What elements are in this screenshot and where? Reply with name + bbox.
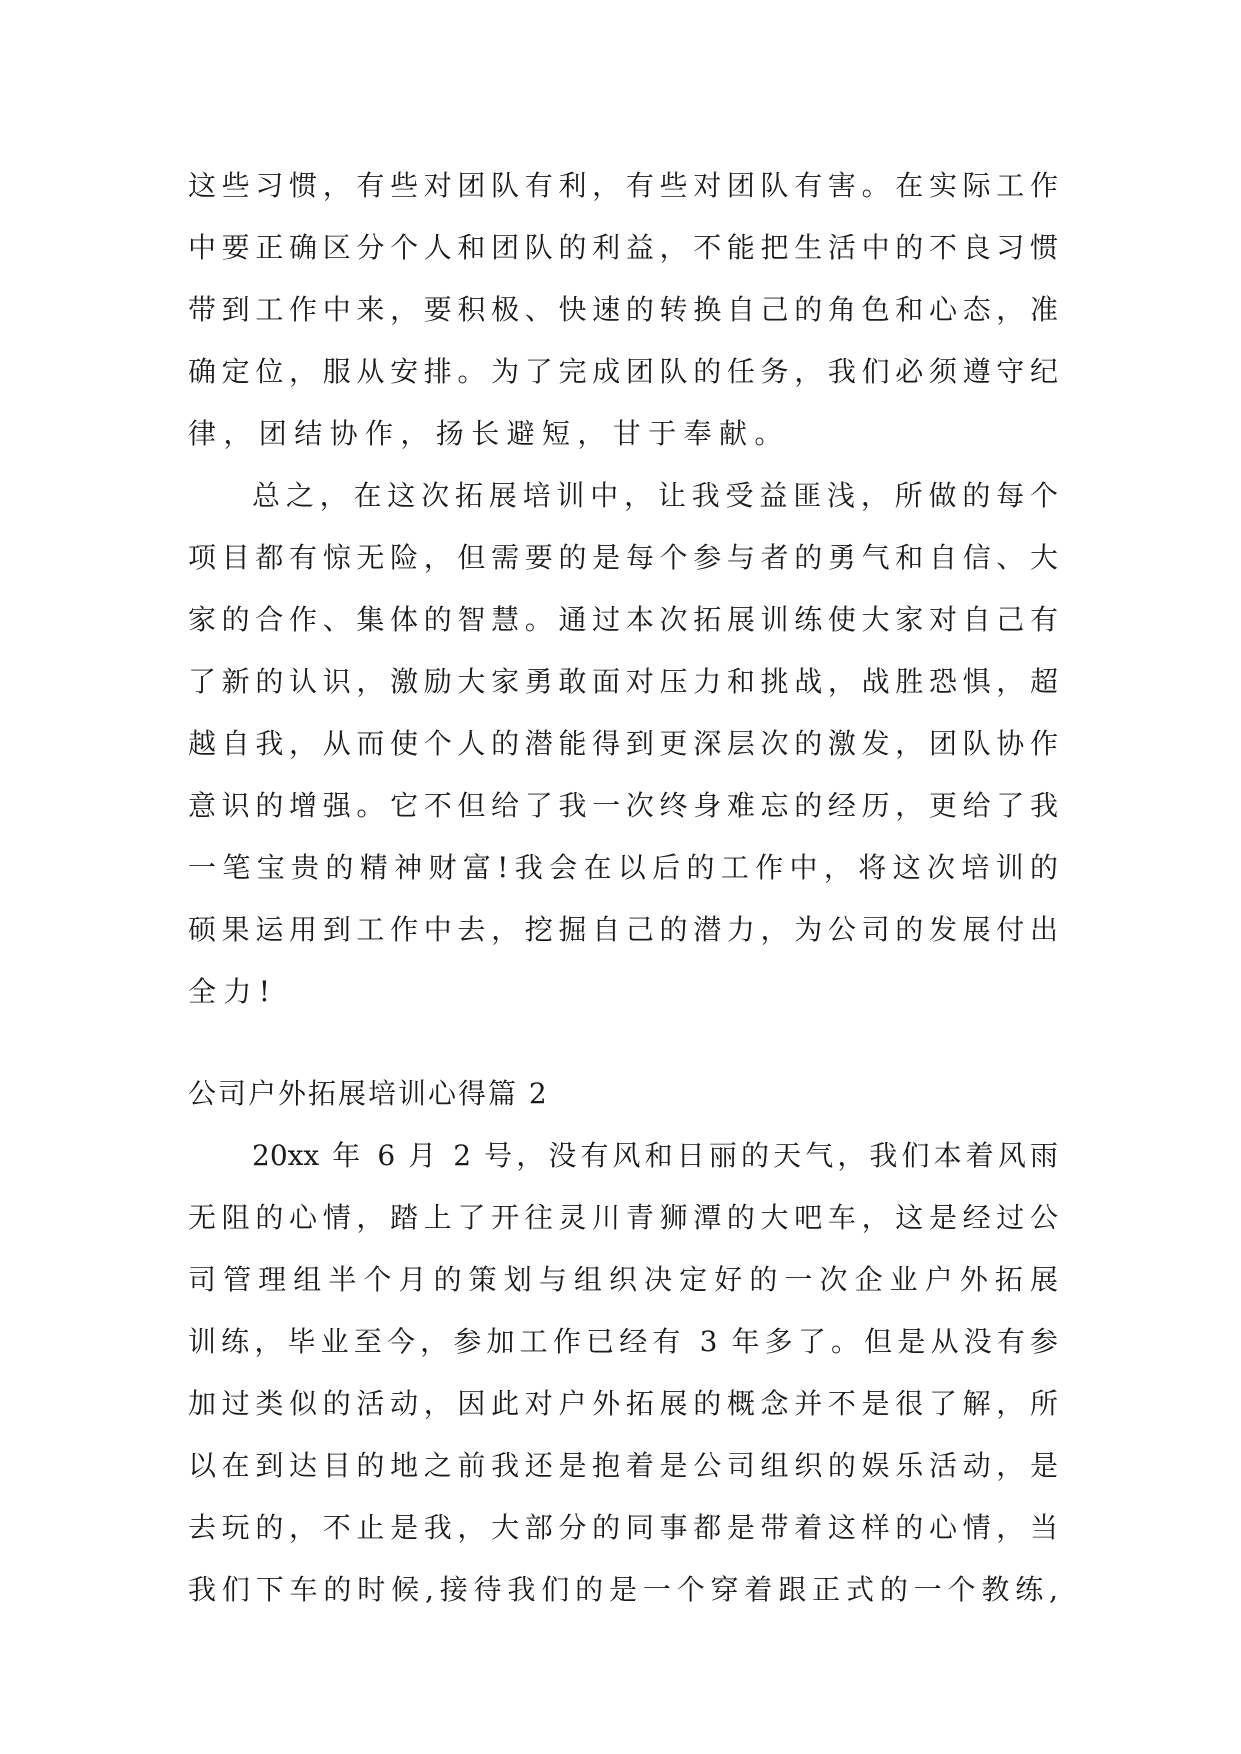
paragraph-habits (188, 155, 1058, 465)
text-line: 以在到达目的地之前我还是抱着是公司组织的娱乐活动，是 (188, 1449, 1058, 1482)
text-line: 20xx 年 6 月 2 号，没有风和日丽的天气，我们本着风雨 (252, 1139, 1058, 1172)
text-line: 律，团结协作，扬长避短，甘于奉献。 (188, 417, 790, 450)
text-line: 我们下车的时候,接待我们的是一个穿着跟正式的一个教练, (188, 1573, 1058, 1606)
section-spacer (188, 1023, 1058, 1063)
text-line: 全力! (188, 975, 278, 1008)
text-line: 了新的认识，激励大家勇敢面对压力和挑战，战胜恐惧，超 (188, 665, 1058, 698)
paragraph-summary (188, 465, 1058, 1023)
text-line: 意识的增强。它不但给了我一次终身难忘的经历，更给了我 (188, 789, 1058, 822)
text-line: 总之，在这次拓展培训中，让我受益匪浅，所做的每个 (252, 479, 1058, 512)
text-line: 硕果运用到工作中去，挖掘自己的潜力，为公司的发展付出 (188, 913, 1058, 946)
text-line: 司管理组半个月的策划与组织决定好的一次企业户外拓展 (188, 1263, 1058, 1296)
text-line: 无阻的心情，踏上了开往灵川青狮潭的大吧车，这是经过公 (188, 1201, 1058, 1234)
document-body (188, 155, 1058, 1621)
text-line: 越自我，从而使个人的潜能得到更深层次的激发，团队协作 (188, 727, 1058, 760)
text-line: 训练，毕业至今，参加工作已经有 3 年多了。但是从没有参 (188, 1325, 1058, 1358)
text-line: 家的合作、集体的智慧。通过本次拓展训练使大家对自己有 (188, 603, 1058, 636)
text-line: 带到工作中来，要积极、快速的转换自己的角色和心态，准 (188, 293, 1058, 326)
text-line: 加过类似的活动，因此对户外拓展的概念并不是很了解，所 (188, 1387, 1058, 1420)
text-line: 这些习惯，有些对团队有利，有些对团队有害。在实际工作 (188, 169, 1058, 202)
text-line: 一笔宝贵的精神财富!我会在以后的工作中，将这次培训的 (188, 851, 1058, 884)
text-line: 项目都有惊无险，但需要的是每个参与者的勇气和自信、大 (188, 541, 1058, 574)
section-heading: 公司户外拓展培训心得篇 2 (188, 1077, 549, 1110)
paragraph-outing (188, 1125, 1058, 1621)
text-line: 去玩的，不止是我，大部分的同事都是带着这样的心情，当 (188, 1511, 1058, 1544)
text-line: 中要正确区分个人和团队的利益，不能把生活中的不良习惯 (188, 231, 1058, 264)
text-line: 确定位，服从安排。为了完成团队的任务，我们必须遵守纪 (188, 355, 1058, 388)
